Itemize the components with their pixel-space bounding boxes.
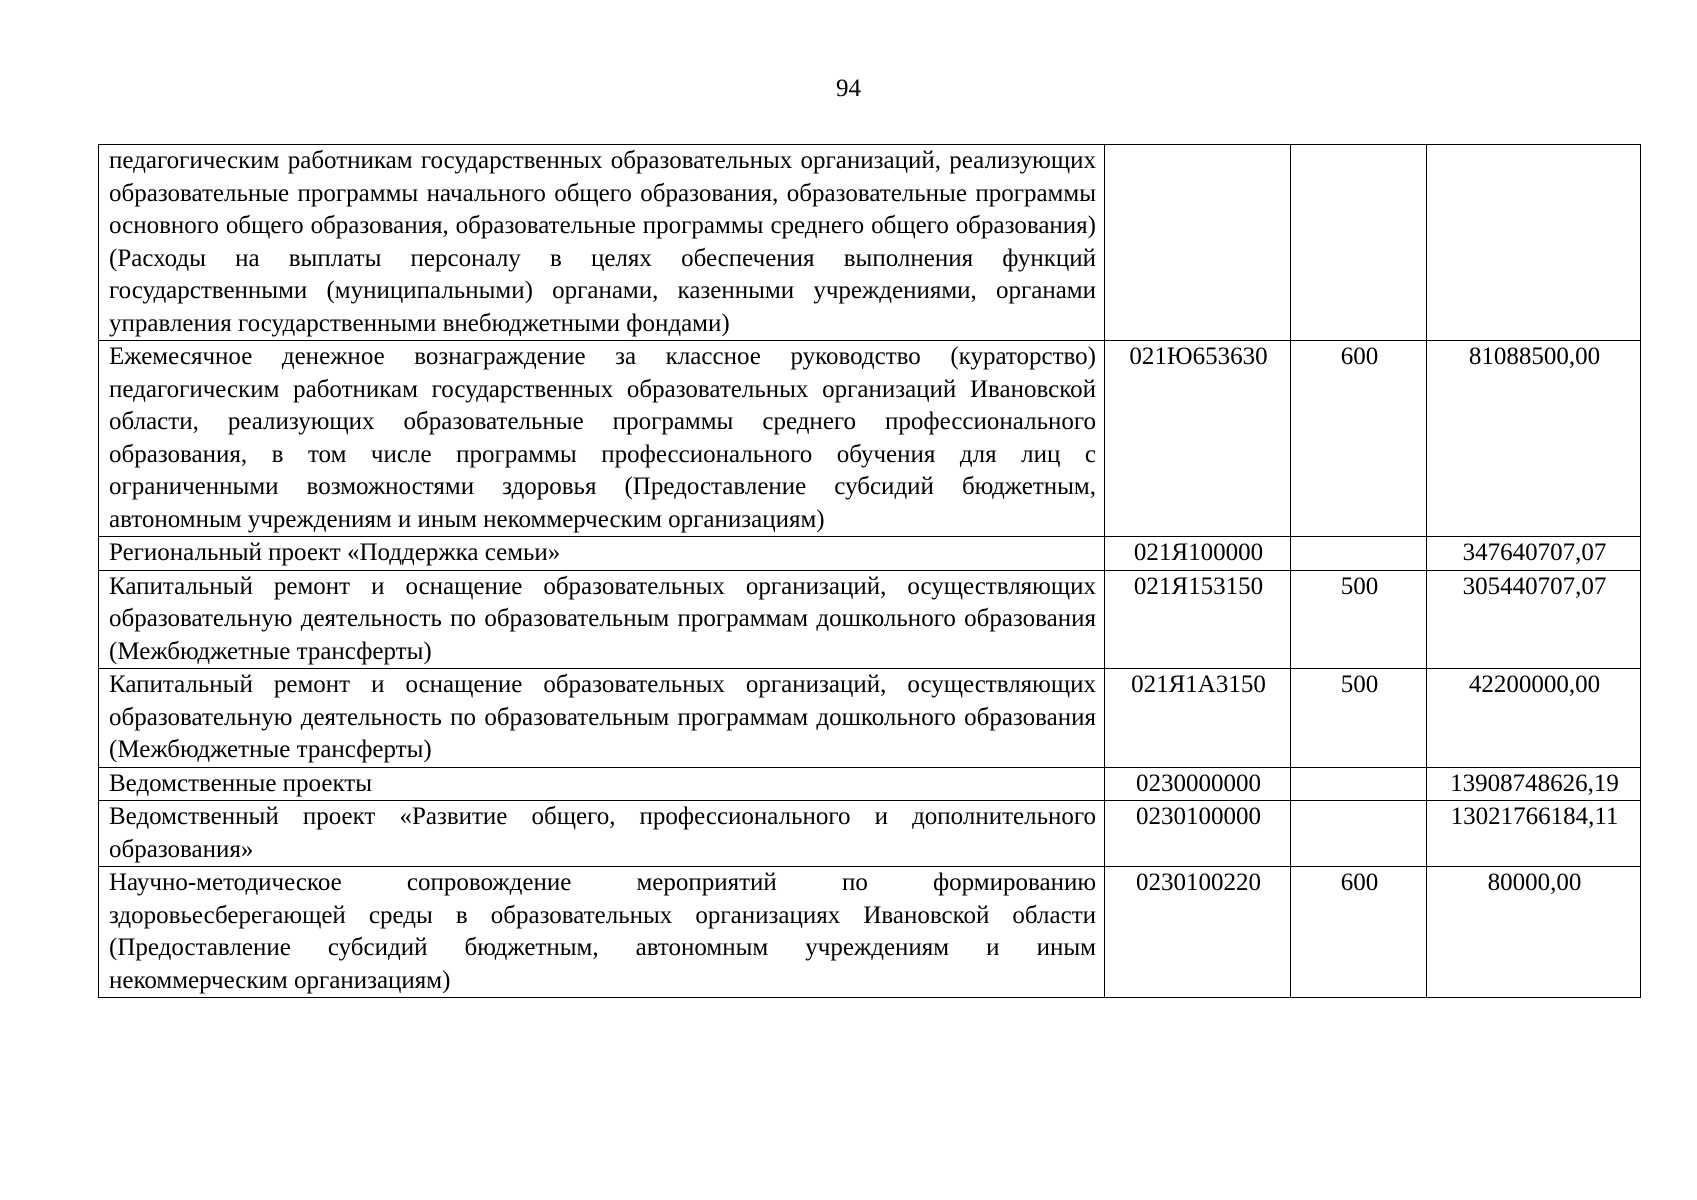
table-row [99,341,1641,537]
target-code-cell: 021Я100000 [1105,537,1291,571]
amount-cell: 80000,00 [1427,867,1641,998]
item-name-cell: Капитальный ремонт и оснащение образовательных организаций, осуществляющих образовательную деятельность по образовательным программам дошкольного образования (Межбюджетные трансферты) [99,570,1105,669]
item-name-cell: Научно-методическое сопровождение мероприятий по формированию здоровьесберегающей среды в образовательных организациях Ивановской области (Предоставление субсидий бюджетным, автономным учреждениям и иным некоммерческим организациям) [99,867,1105,998]
table-row [99,570,1641,669]
target-code-cell [1105,145,1291,341]
target-code-cell: 021Я1А3150 [1105,669,1291,768]
expense-type-cell: 500 [1291,669,1427,768]
page-number: 94 [836,75,861,102]
item-name-cell: Ведомственный проект «Развитие общего, профессионального и дополнительного образования» [99,801,1105,867]
table-row [99,801,1641,867]
item-name-cell: педагогическим работникам государственных образовательных организаций, реализующих образовательные программы начального общего образования, образовательные программы основного общего образования, образовательные программы среднего общего образования) (Расходы на выплаты персоналу в целях обеспечения выполнения функций государственными (муниципальными) органами, казенными учреждениями, органами управления государственными внебюджетными фондами) [99,145,1105,341]
item-name-cell: Региональный проект «Поддержка семьи» [99,537,1105,571]
expense-type-cell [1291,145,1427,341]
expense-type-cell: 500 [1291,570,1427,669]
table-row [99,537,1641,571]
target-code-cell: 021Ю653630 [1105,341,1291,537]
item-name-cell: Ведомственные проекты [99,767,1105,801]
table-row [99,867,1641,998]
amount-cell: 13908748626,19 [1427,767,1641,801]
target-code-cell: 0230100220 [1105,867,1291,998]
amount-cell [1427,145,1641,341]
amount-cell: 81088500,00 [1427,341,1641,537]
target-code-cell: 021Я153150 [1105,570,1291,669]
expense-type-cell: 600 [1291,341,1427,537]
amount-cell: 13021766184,11 [1427,801,1641,867]
table-row [99,145,1641,341]
expense-type-cell: 600 [1291,867,1427,998]
expense-type-cell [1291,537,1427,571]
target-code-cell: 0230100000 [1105,801,1291,867]
table-row [99,767,1641,801]
target-code-cell: 0230000000 [1105,767,1291,801]
expense-type-cell [1291,767,1427,801]
amount-cell: 347640707,07 [1427,537,1641,571]
amount-cell: 42200000,00 [1427,669,1641,768]
expense-type-cell [1291,801,1427,867]
amount-cell: 305440707,07 [1427,570,1641,669]
item-name-cell: Ежемесячное денежное вознаграждение за классное руководство (кураторство) педагогическим работникам государственных образовательных организаций Ивановской области, реализующих образовательные программы среднего профессионального образования, в том числе программы профессионального обучения для лиц с ограниченными возможностями здоровья (Предоставление субсидий бюджетным, автономным учреждениям и иным некоммерческим организациям) [99,341,1105,537]
table-row [99,669,1641,768]
item-name-cell: Капитальный ремонт и оснащение образовательных организаций, осуществляющих образовательную деятельность по образовательным программам дошкольного образования (Межбюджетные трансферты) [99,669,1105,768]
budget-table [98,144,1641,998]
